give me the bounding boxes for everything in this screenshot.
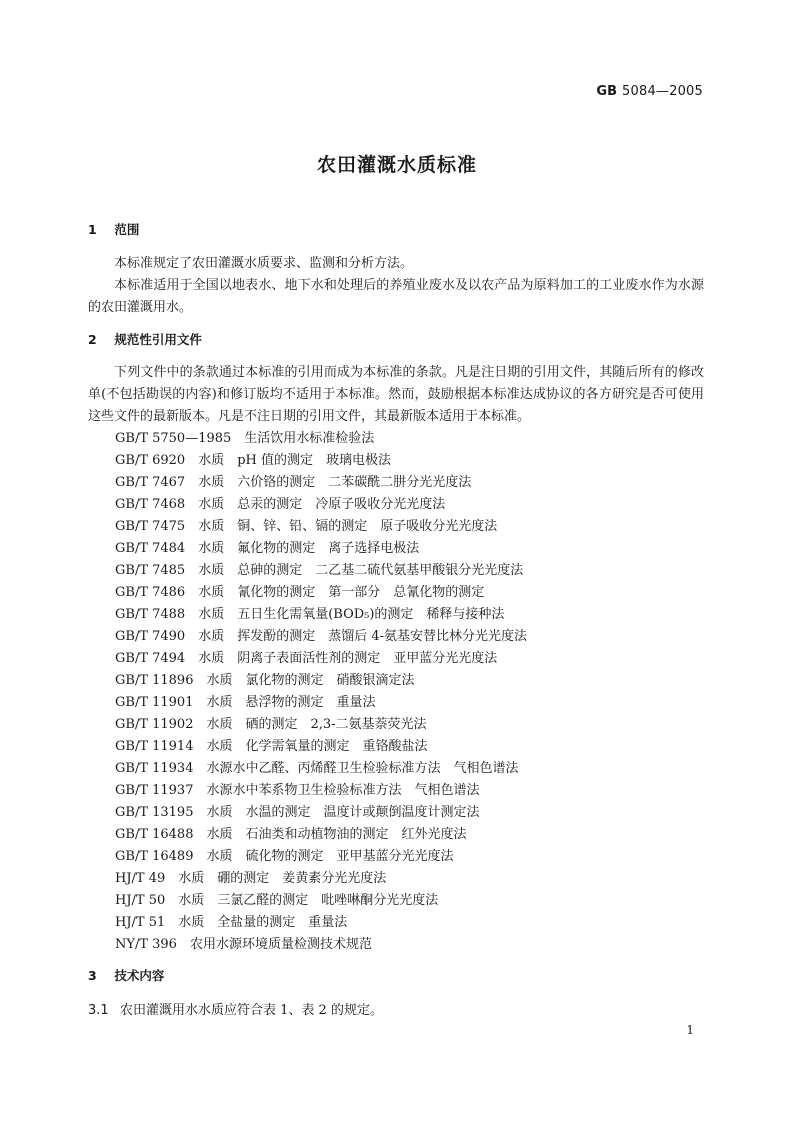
reference-item: GB/T 7485 水质 总砷的测定 二乙基二硫代氨基甲酸银分光光度法	[115, 563, 524, 578]
standard-number: 5084—2005	[622, 84, 703, 99]
reference-item: HJ/T 50 水质 三氯乙醛的测定 吡唑啉酮分光光度法	[115, 893, 439, 908]
references-intro-paragraph: 下列文件中的条款通过本标准的引用而成为本标准的条款。凡是注日期的引用文件，其随后所有的修改单(不包括勘误的内容)和修订版均不适用于本标准。然而，鼓励根据本标准达成协议的各方研究是否可使用这些文件的最新版本。凡是不注日期的引用文件，其最新版本适用于本标准。	[88, 365, 704, 424]
reference-item: GB/T 11934 水源水中乙醛、丙烯醛卫生检验标准方法 气相色谱法	[115, 761, 519, 776]
section-title: 规范性引用文件	[114, 332, 202, 347]
reference-item: GB/T 11901 水质 悬浮物的测定 重量法	[115, 695, 376, 710]
reference-item: GB/T 11902 水质 硒的测定 2,3-二氨基萘荧光法	[115, 717, 427, 732]
reference-item: GB/T 11896 水质 氯化物的测定 硝酸银滴定法	[115, 673, 415, 688]
document-title: 农田灌溉水质标准	[316, 154, 477, 176]
reference-item: GB/T 11937 水源水中苯系物卫生检验标准方法 气相色谱法	[115, 783, 480, 798]
section-number: 2	[88, 332, 97, 347]
section-1-heading	[88, 221, 139, 239]
clause-3-1	[88, 1001, 383, 1021]
reference-item: GB/T 16488 水质 石油类和动植物油的测定 红外光度法	[115, 827, 467, 842]
reference-item: GB/T 7468 水质 总汞的测定 冷原子吸收分光光度法	[115, 497, 446, 512]
reference-item: GB/T 7490 水质 挥发酚的测定 蒸馏后 4-氨基安替比林分光光度法	[115, 629, 528, 644]
section-2-heading	[88, 331, 202, 349]
reference-item: GB/T 7488 水质 五日生化需氧量(BOD₅)的测定 稀释与接种法	[115, 607, 505, 622]
reference-item: GB/T 5750—1985 生活饮用水标准检验法	[115, 431, 375, 446]
reference-item: GB/T 11914 水质 化学需氧量的测定 重铬酸盐法	[115, 739, 428, 754]
scope-paragraph-2: 本标准适用于全国以地表水、地下水和处理后的养殖业废水及以农产品为原料加工的工业废水作为水源的农田灌溉用水。	[88, 278, 704, 315]
section-number: 1	[88, 222, 97, 237]
reference-item: GB/T 6920 水质 pH 值的测定 玻璃电极法	[115, 453, 391, 468]
reference-item: NY/T 396 农用水源环境质量检测技术规范	[115, 937, 372, 952]
reference-item: GB/T 7475 水质 铜、锌、铅、镉的测定 原子吸收分光光度法	[115, 519, 498, 534]
section-title: 范围	[114, 222, 140, 237]
reference-item: GB/T 16489 水质 硫化物的测定 亚甲基蓝分光光度法	[115, 849, 454, 864]
reference-item: GB/T 13195 水质 水温的测定 温度计或颠倒温度计测定法	[115, 805, 480, 820]
page-number: 1	[686, 1023, 694, 1037]
reference-item: GB/T 7467 水质 六价铬的测定 二苯碳酰二肼分光光度法	[115, 475, 472, 490]
normative-references-list	[115, 428, 527, 956]
reference-item: GB/T 7494 水质 阴离子表面活性剂的测定 亚甲蓝分光光度法	[115, 651, 498, 666]
scope-paragraph-1: 本标准规定了农田灌溉水质要求、监测和分析方法。	[114, 256, 414, 271]
reference-item: GB/T 7484 水质 氟化物的测定 离子选择电极法	[115, 541, 420, 556]
reference-item: GB/T 7486 水质 氰化物的测定 第一部分 总氰化物的测定	[115, 585, 485, 600]
clause-text: 农田灌溉用水水质应符合表 1、表 2 的规定。	[120, 1003, 383, 1018]
section-3-heading	[88, 967, 164, 985]
reference-item: HJ/T 51 水质 全盐量的测定 重量法	[115, 915, 348, 930]
clause-number: 3.1	[88, 1003, 109, 1018]
section-number: 3	[88, 968, 97, 983]
standard-prefix: GB	[596, 84, 618, 99]
standard-code	[596, 84, 703, 99]
section-title: 技术内容	[114, 968, 165, 983]
reference-item: HJ/T 49 水质 硼的测定 姜黄素分光光度法	[115, 871, 387, 886]
